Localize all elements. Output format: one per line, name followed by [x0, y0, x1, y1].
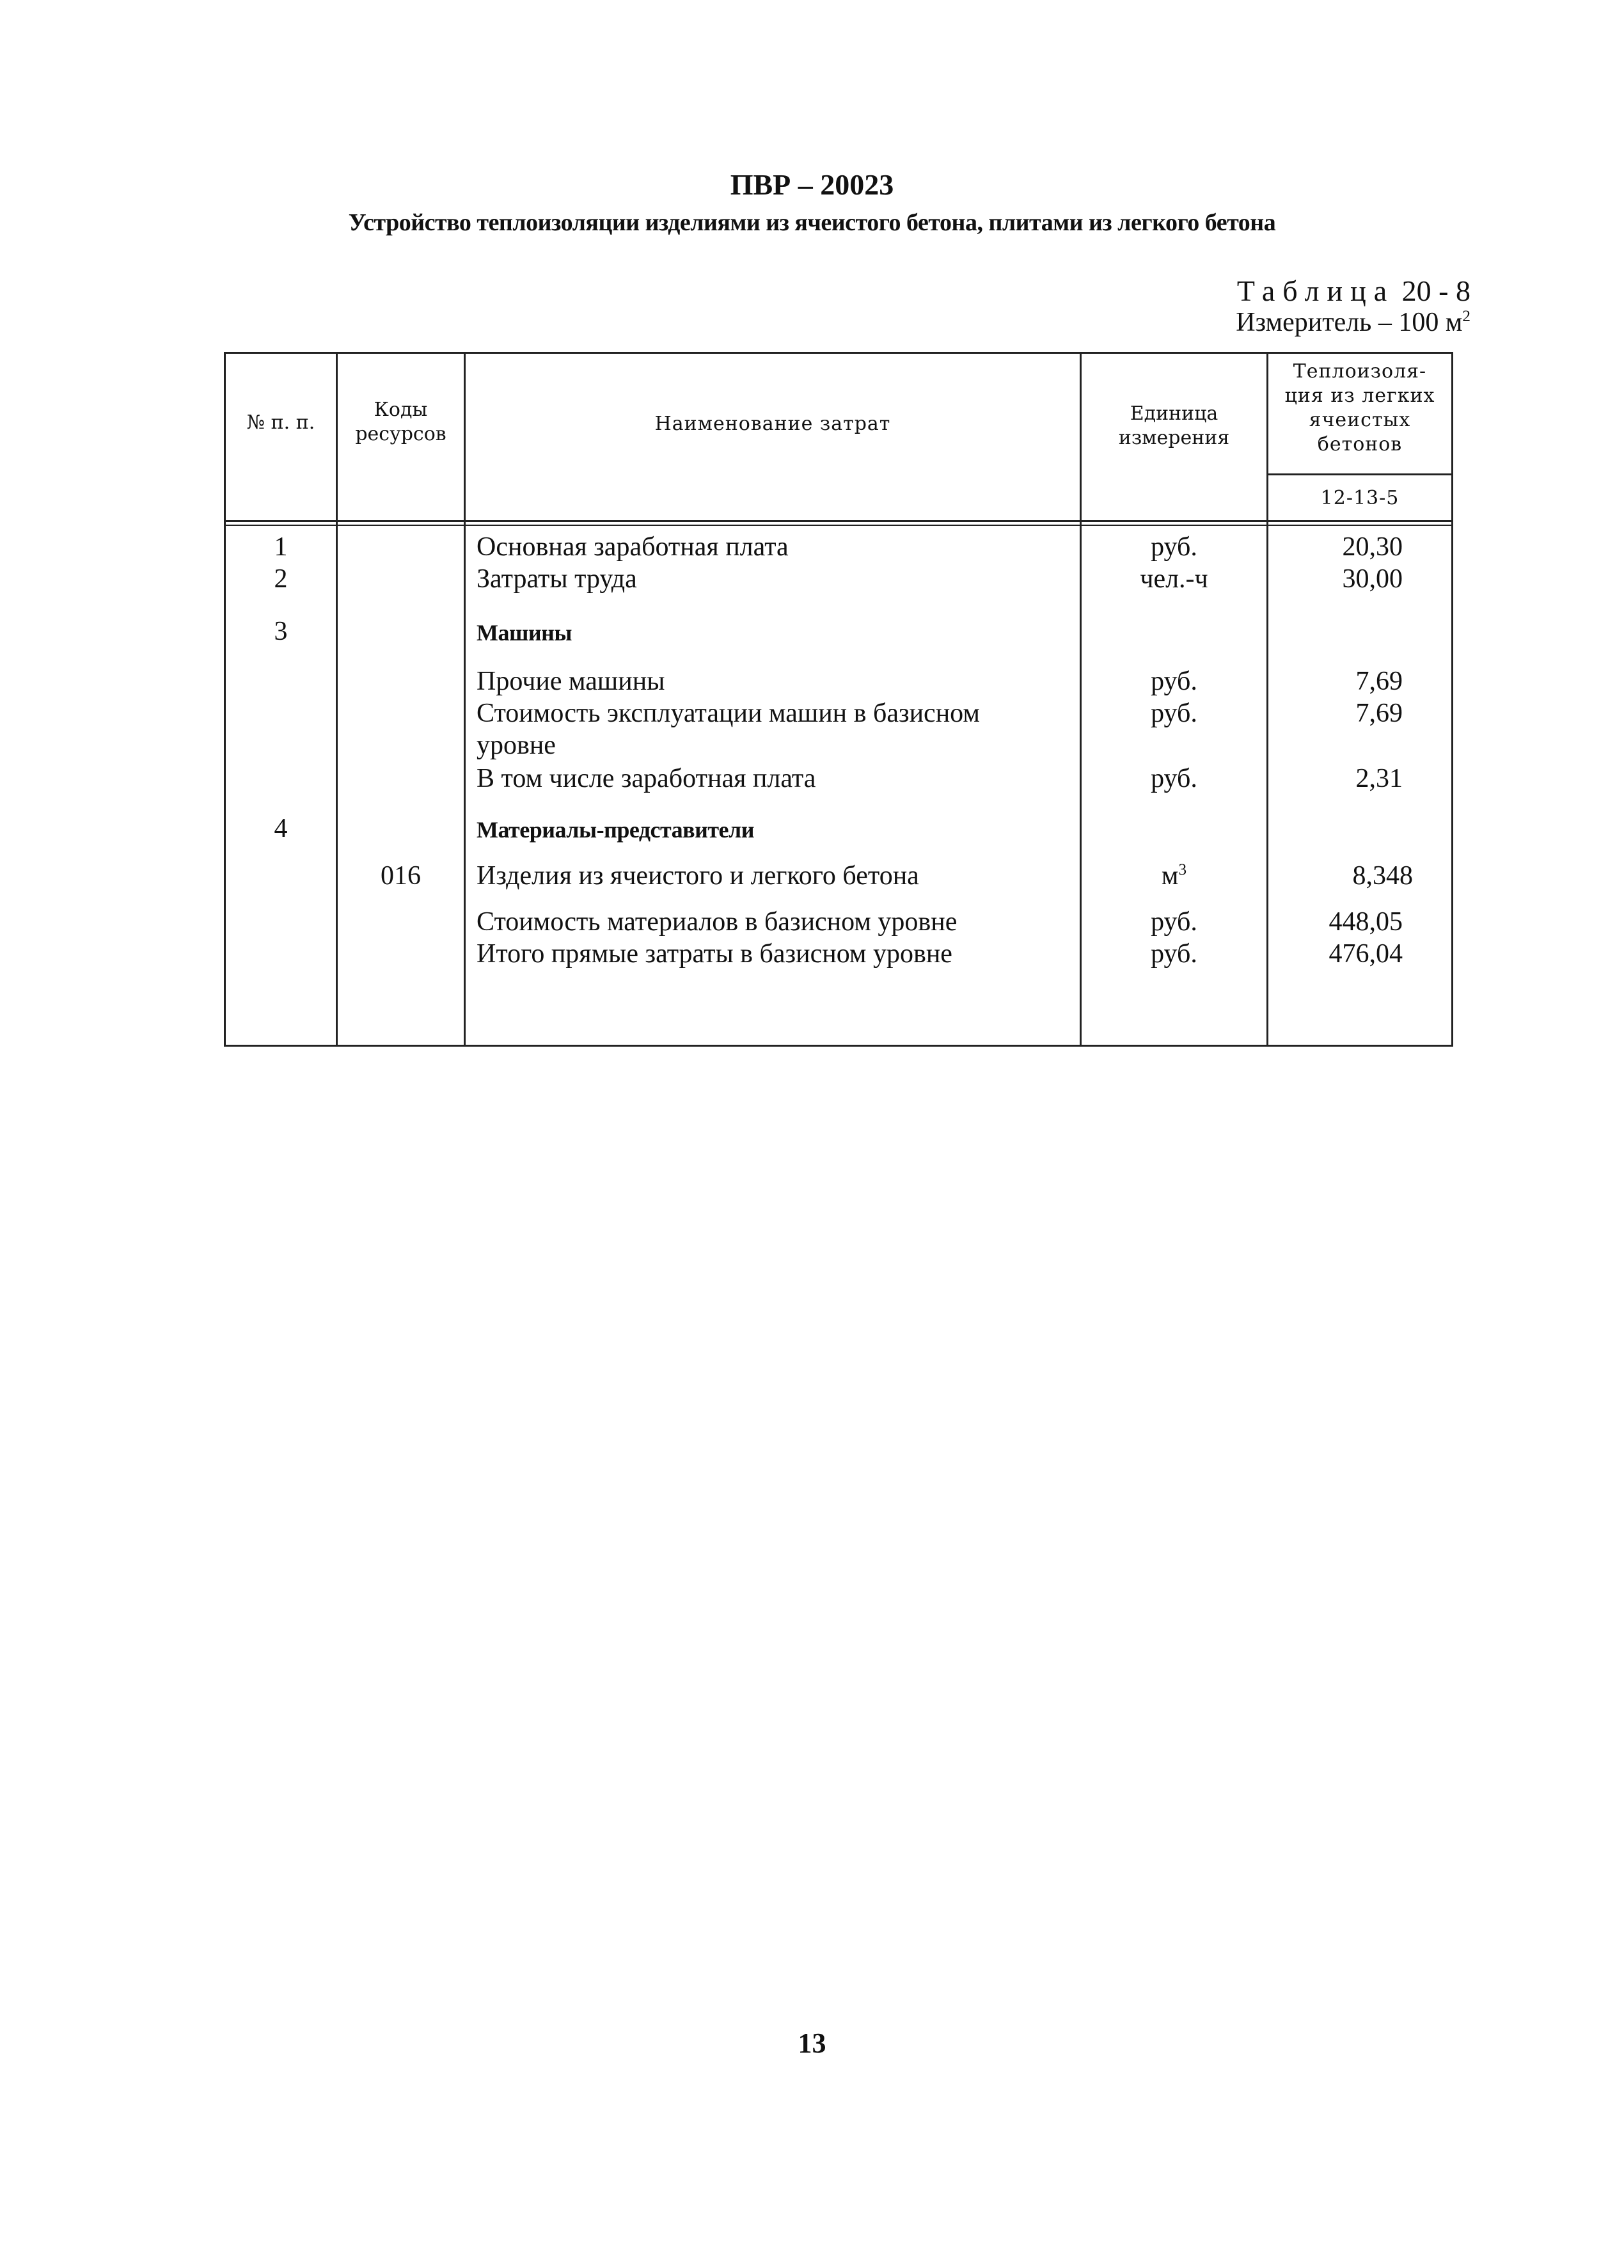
row-7-num: 4 [274, 814, 288, 843]
row-3-num: 3 [274, 617, 288, 646]
row-8-value: 8,348 [1352, 861, 1413, 891]
row-6-name: В том числе заработная плата [477, 764, 816, 793]
header-codes [338, 398, 464, 447]
table-label [1237, 274, 1470, 308]
row-9-unit: руб. [1151, 907, 1197, 937]
header-value-line2: ция из легких [1284, 385, 1435, 407]
row-2-unit: чел.-ч [1140, 564, 1208, 594]
row-7-name: Материалы-представители [477, 817, 754, 843]
header-num: № п. п. [246, 411, 315, 434]
row-10-name: Итого прямые затраты в базисном уровне [477, 939, 952, 969]
header-value [1268, 360, 1451, 457]
row-5-name: Стоимость эксплуатации машин в базисном [477, 699, 980, 728]
row-2-name: Затраты труда [477, 564, 637, 594]
table-bottom-border [224, 1045, 1453, 1047]
table-label-word: Таблица [1236, 274, 1395, 307]
row-8-name: Изделия из ячеистого и легкого бетона [477, 861, 919, 891]
row-4-value: 7,69 [1355, 667, 1403, 696]
row-8-unit-base: м [1161, 861, 1179, 891]
col-divider-2 [464, 352, 466, 1047]
row-4-name: Прочие машины [477, 667, 665, 696]
header-value-line3: ячеистых [1309, 409, 1411, 431]
header-name: Наименование затрат [654, 413, 891, 435]
row-5-name-line2: уровне [477, 731, 556, 760]
row-1-value: 20,30 [1342, 532, 1403, 562]
header-value-code: 12-13-5 [1320, 487, 1399, 509]
header-bottom-line [224, 520, 1453, 522]
row-3-name: Машины [477, 620, 572, 646]
header-value-line4: бетонов [1317, 433, 1403, 456]
row-5-unit: руб. [1151, 699, 1197, 728]
row-10-value: 476,04 [1328, 939, 1403, 969]
row-1-name: Основная заработная плата [477, 532, 789, 562]
row-1-num: 1 [274, 532, 288, 562]
header-codes-line1: Коды [374, 399, 428, 421]
header-unit [1082, 402, 1266, 450]
row-2-value: 30,00 [1342, 564, 1403, 594]
measure-text: Измеритель – 100 м [1236, 308, 1463, 337]
cost-table [224, 352, 1453, 1046]
row-4-unit: руб. [1151, 667, 1197, 696]
col-divider-1 [336, 352, 338, 1047]
table-left-border [224, 352, 226, 1047]
page-number: 13 [798, 2027, 826, 2059]
row-9-value: 448,05 [1328, 907, 1403, 937]
row-8-unit [1082, 860, 1266, 892]
document-code: ПВР – 20023 [730, 168, 894, 201]
header-codes-line2: ресурсов [355, 423, 446, 445]
table-top-border [224, 352, 1453, 354]
row-6-value: 2,31 [1355, 764, 1403, 793]
row-8-unit-sup: 3 [1178, 861, 1187, 878]
row-9-name: Стоимость материалов в базисном уровне [477, 907, 958, 937]
header-unit-line1: Единица [1130, 402, 1218, 425]
measure-label [1236, 307, 1470, 338]
row-8-code: 016 [381, 861, 421, 891]
header-bottom-line-2 [224, 525, 1453, 526]
table-right-border [1451, 352, 1453, 1047]
header-value-line1: Теплоизоля- [1293, 360, 1427, 383]
row-1-unit: руб. [1151, 532, 1197, 562]
row-5-value: 7,69 [1355, 699, 1403, 728]
document-title: Устройство теплоизоляции изделиями из ячеистого бетона, плитами из легкого бетона [348, 209, 1276, 236]
value-subheader-line [1266, 473, 1453, 475]
row-6-unit: руб. [1151, 764, 1197, 793]
measure-sup: 2 [1462, 308, 1470, 325]
row-2-num: 2 [274, 564, 288, 594]
row-10-unit: руб. [1151, 939, 1197, 969]
header-unit-line2: измерения [1118, 427, 1230, 449]
table-number: 20 - 8 [1401, 274, 1470, 307]
